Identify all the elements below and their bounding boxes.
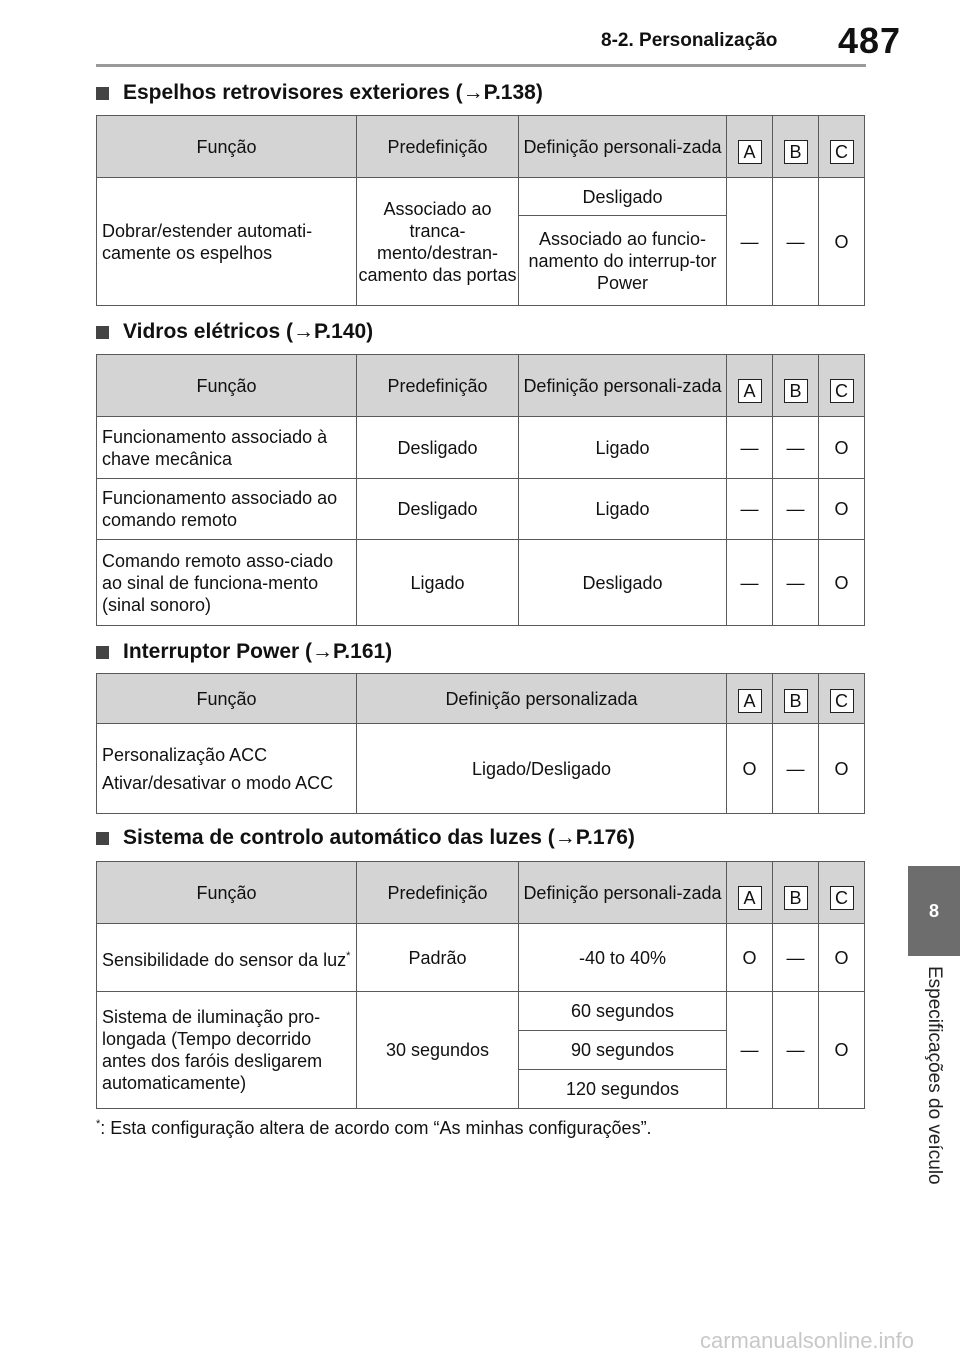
cell-option: Ligado [519,479,727,540]
col-header-b [773,674,819,724]
cell-c: O [819,724,865,814]
cell-c: O [819,540,865,626]
table-row [97,417,865,479]
header-rule [96,64,866,67]
col-header: Definição personalizada [357,674,727,724]
badge-c: C [830,379,854,403]
cell-a: — [727,178,773,306]
badge-b: B [784,379,808,403]
cell-option: Ligado [519,417,727,479]
table-power [96,673,865,814]
cell-c: O [819,417,865,479]
function-line: Ativar/desativar o modo ACC [102,772,334,793]
col-header-c [819,116,865,178]
bullet-square-icon [96,326,109,339]
col-header-a [727,674,773,724]
col-header: Definição personali-zada [519,862,727,924]
cell-option: 60 segundos [519,992,727,1031]
footnote [96,1118,652,1139]
section-title: 8-2. Personalização [601,30,778,51]
bullet-square-icon [96,646,109,659]
col-header-a [727,355,773,417]
cell-option: 90 segundos [519,1031,727,1070]
cell-b: — [773,178,819,306]
cell-c: O [819,992,865,1109]
badge-a: A [738,140,762,164]
col-header: Predefinição [357,355,519,417]
cell-function: Funcionamento associado à chave mecânica [97,417,357,479]
col-header-a [727,862,773,924]
heading-mirrors [96,80,543,106]
cell-b: — [773,540,819,626]
cell-option: Desligado [519,178,727,216]
cell-a: — [727,479,773,540]
cell-c: O [819,178,865,306]
table-row [97,992,865,1031]
table-row [97,924,865,992]
cell-b: — [773,992,819,1109]
table-mirrors [96,115,865,306]
heading-lights-text: Sistema de controlo automático das luzes (→P.176) [123,826,635,849]
watermark: carmanualsonline.info [700,1328,915,1353]
cell-default: Desligado [357,479,519,540]
function-line: Personalização ACC [102,744,268,765]
table-row [97,724,865,814]
table-row [97,479,865,540]
heading-windows-text: Vidros elétricos (→P.140) [123,320,374,343]
footnote-mark: * [346,949,351,962]
cell-function: Funcionamento associado ao comando remoto [97,479,357,540]
chapter-label: Especificações do veículo [924,966,945,1185]
cell-default: 30 segundos [357,992,519,1109]
cell-c: O [819,479,865,540]
cell-a: — [727,417,773,479]
col-header-a [727,116,773,178]
cell-default: Desligado [357,417,519,479]
cell-a: O [727,924,773,992]
col-header-b [773,862,819,924]
cell-default: Ligado [357,540,519,626]
badge-a: A [738,886,762,910]
function-text: Sensibilidade do sensor da luz [102,949,347,970]
col-header-c [819,674,865,724]
col-header-b [773,116,819,178]
badge-a: A [738,689,762,713]
heading-power [96,638,392,666]
cell-option: -40 to 40% [519,924,727,992]
cell-b: — [773,417,819,479]
page-number: 487 [838,20,902,61]
bullet-square-icon [96,832,109,845]
cell-a: — [727,540,773,626]
table-windows [96,354,865,626]
cell-default: Associado ao tranca-mento/destran-camento das portas [357,178,519,306]
cell-function: Comando remoto asso-ciado ao sinal de funciona-mento (sinal sonoro) [97,540,357,626]
cell-function: Dobrar/estender automati-camente os espelhos [97,178,357,306]
cell-option: 120 segundos [519,1070,727,1109]
cell-function: Sistema de iluminação pro-longada (Tempo decorrido antes dos faróis desligarem automaticamente) [97,992,357,1109]
col-header: Função [97,862,357,924]
cell-function [97,924,357,992]
heading-power-text: Interruptor Power (→P.161) [123,640,393,663]
table-row [97,540,865,626]
badge-b: B [784,689,808,713]
cell-b: — [773,924,819,992]
footnote-mark: * [96,1118,101,1130]
cell-a: — [727,992,773,1109]
cell-c: O [819,924,865,992]
col-header-c [819,355,865,417]
cell-a: O [727,724,773,814]
col-header: Predefinição [357,862,519,924]
chapter-tab: 8 [908,866,960,956]
cell-default: Padrão [357,924,519,992]
badge-c: C [830,140,854,164]
cell-option: Associado ao funcio-namento do interrup-tor Power [519,216,727,306]
bullet-square-icon [96,87,109,100]
col-header: Função [97,116,357,178]
heading-windows [96,318,373,346]
badge-c: C [830,886,854,910]
footnote-text: : Esta configuração altera de acordo com “As minhas configurações”. [100,1118,652,1138]
col-header-b [773,355,819,417]
badge-a: A [738,379,762,403]
badge-c: C [830,689,854,713]
heading-lights [96,824,635,852]
cell-option: Ligado/Desligado [357,724,727,814]
col-header: Função [97,674,357,724]
badge-b: B [784,140,808,164]
cell-option: Desligado [519,540,727,626]
table-lights [96,861,865,1109]
badge-b: B [784,886,808,910]
col-header: Definição personali-zada [519,116,727,178]
col-header: Função [97,355,357,417]
cell-function [97,724,357,814]
heading-mirrors-text: Espelhos retrovisores exteriores (→P.138) [123,81,543,104]
col-header: Predefinição [357,116,519,178]
cell-b: — [773,479,819,540]
col-header: Definição personali-zada [519,355,727,417]
col-header-c [819,862,865,924]
cell-b: — [773,724,819,814]
